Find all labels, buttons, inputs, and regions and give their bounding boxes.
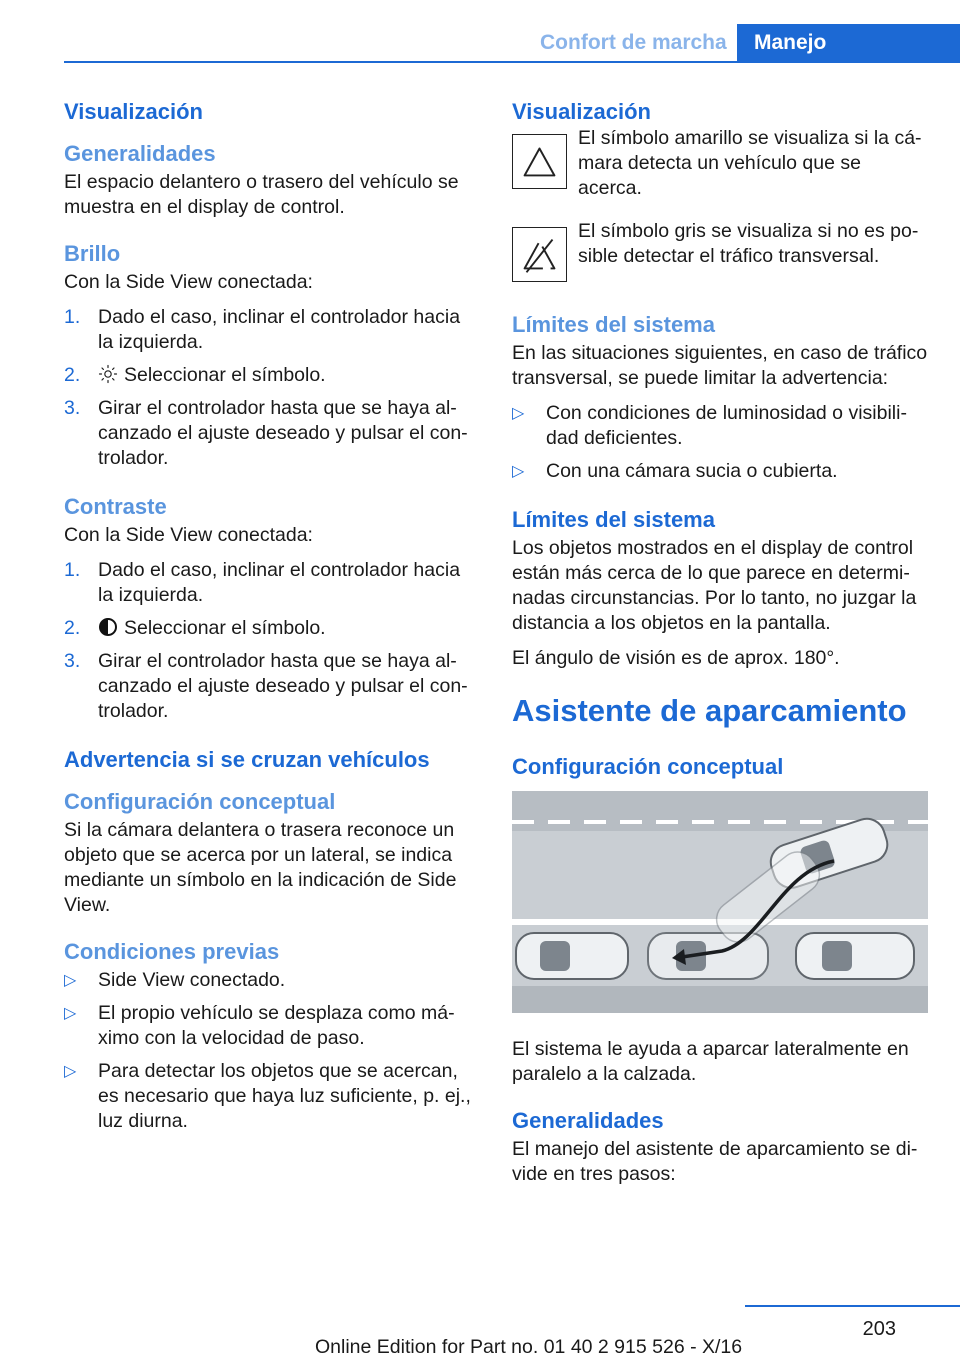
list-item <box>64 558 472 608</box>
bullet-arrow-icon: ▷ <box>64 1005 77 1022</box>
list-item <box>64 363 472 388</box>
list-item <box>512 459 928 484</box>
parking-assistant-illustration <box>512 791 928 1013</box>
bullet-arrow-icon: ▷ <box>64 972 77 989</box>
paragraph-limites-1: En las situaciones siguientes, en caso de tráfico transversal, se puede limitar la advertencia: <box>512 342 928 389</box>
heading-advertencia: Advertencia si se cruzan vehículos <box>64 747 430 772</box>
paragraph-configuracion: Si la cámara delantera o trasera reconoce un objeto que se acerca por un lateral, se indica mediante un símbolo en la indicación de Side View. <box>64 819 457 916</box>
heading-visualizacion: Visualización <box>64 99 203 124</box>
list-item <box>512 401 928 451</box>
header-chapter-tab: Manejo <box>737 24 960 61</box>
heading-configuracion: Configuración conceptual <box>64 789 336 814</box>
step-number: 3. <box>64 650 81 672</box>
symbol-row-grey <box>512 219 928 277</box>
edition-note: Online Edition for Part no. 01 40 2 915 526 - X/16 <box>315 1336 743 1358</box>
step-text: Girar el controlador hasta que se haya alcanzado el ajuste deseado y pulsar el controlador. <box>98 650 468 722</box>
symbol-row-yellow <box>512 126 928 201</box>
step-number: 1. <box>64 559 81 581</box>
paragraph-generalidades: El espacio delantero o trasero del vehículo se muestra en el display de control. <box>64 171 459 218</box>
bullet-arrow-icon: ▷ <box>64 1063 77 1080</box>
right-column <box>512 98 928 1207</box>
symbol-grey-text: El símbolo gris se visualiza si no es posible detectar el tráfico transversal. <box>578 220 919 267</box>
heading-brillo: Brillo <box>64 241 121 266</box>
list-item <box>64 1001 472 1051</box>
heading-generalidades-right: Generalidades <box>512 1108 664 1133</box>
list-item-text: Para detectar los objetos que se acercan, es necesario que haya luz suficiente, p. ej., luz diurna. <box>98 1060 471 1132</box>
step-text: Dado el caso, inclinar el controlador hacia la izquierda. <box>98 559 461 606</box>
heading-contraste: Contraste <box>64 494 167 519</box>
paragraph-angulo: El ángulo de visión es de aprox. 180°. <box>512 647 840 669</box>
heading-limites-1: Límites del sistema <box>512 312 715 337</box>
step-number: 2. <box>64 617 81 639</box>
symbol-yellow-text: El símbolo amarillo se visualiza si la cámara detecta un vehículo que se acerca. <box>578 127 922 199</box>
heading-limites-2: Límites del sistema <box>512 507 715 532</box>
brillo-steps <box>64 305 472 471</box>
left-column <box>64 98 472 1156</box>
paragraph-limites-2: Los objetos mostrados en el display de control están más cerca de lo que parece en determinadas circunstancias. Por lo tanto, no juzgar la distancia a los objetos en la pantalla. <box>512 537 917 634</box>
warning-triangle-icon <box>512 134 567 189</box>
list-item-text: Side View conectado. <box>98 969 286 991</box>
list-item <box>64 305 472 355</box>
list-item-text: El propio vehículo se desplaza como máximo con la velocidad de paso. <box>98 1002 455 1049</box>
limites-list <box>512 401 928 484</box>
step-number: 2. <box>64 364 81 386</box>
bullet-arrow-icon: ▷ <box>512 463 525 480</box>
list-item <box>64 616 472 641</box>
step-number: 3. <box>64 397 81 419</box>
crossed-triangle-icon <box>512 227 567 282</box>
list-item <box>64 1059 472 1134</box>
heading-visualizacion-right: Visualización <box>512 99 651 124</box>
list-item <box>64 649 472 724</box>
contrast-icon <box>98 617 118 637</box>
list-item <box>64 968 472 993</box>
paragraph-brillo: Con la Side View conectada: <box>64 271 313 293</box>
contraste-steps <box>64 558 472 724</box>
header-section-title: Confort de marcha <box>540 31 727 54</box>
list-item <box>64 396 472 471</box>
heading-generalidades: Generalidades <box>64 141 216 166</box>
step-number: 1. <box>64 306 81 328</box>
step-text: Seleccionar el símbolo. <box>124 364 326 386</box>
list-item-text: Con una cámara sucia o cubierta. <box>546 460 838 482</box>
step-text: Dado el caso, inclinar el controlador hacia la izquierda. <box>98 306 461 353</box>
page-number: 203 <box>862 1318 896 1340</box>
step-text: Girar el controlador hasta que se haya alcanzado el ajuste deseado y pulsar el controlador. <box>98 397 468 469</box>
paragraph-contraste: Con la Side View conectada: <box>64 524 313 546</box>
paragraph-generalidades-right: El manejo del asistente de aparcamiento se divide en tres pasos: <box>512 1138 918 1185</box>
header-rule <box>64 61 960 63</box>
heading-configuracion-right: Configuración conceptual <box>512 754 784 779</box>
heading-asistente: Asistente de aparcamiento <box>512 693 907 728</box>
list-item-text: Con condiciones de luminosidad o visibilidad deficientes. <box>546 402 907 449</box>
heading-condiciones: Condiciones previas <box>64 939 280 964</box>
brightness-icon <box>98 364 118 384</box>
condiciones-list <box>64 968 472 1134</box>
paragraph-sistema: El sistema le ayuda a aparcar lateralmente en paralelo a la calzada. <box>512 1038 909 1085</box>
bullet-arrow-icon: ▷ <box>512 405 525 422</box>
step-text: Seleccionar el símbolo. <box>124 617 326 639</box>
footer-rule <box>745 1305 960 1307</box>
